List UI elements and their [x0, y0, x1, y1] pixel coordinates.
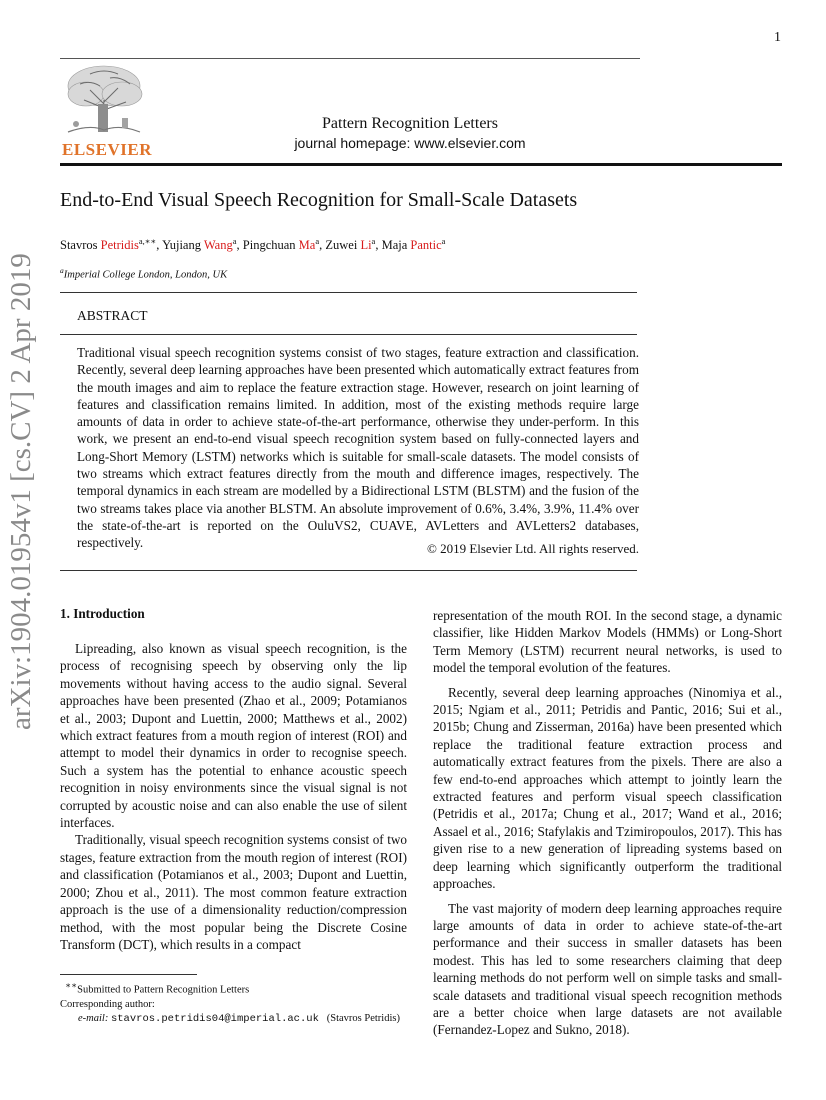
author-5: Maja Pantic$^a$	[381, 236, 446, 253]
header-thick-rule	[60, 163, 782, 166]
paragraph: representation of the mouth ROI. In the second stage, a dynamic classifier, like Hidden Markov Models (HMMs) or Long-Short Term Memory (LSTM) recurrent neural networks, is used to model the temporal evolution of the features.	[433, 608, 782, 676]
tree-logo-icon	[60, 64, 146, 136]
abstract-heading-rule	[60, 334, 637, 335]
abstract-text: Traditional visual speech recognition systems consist of two stages, feature extraction and classification. Recently, several deep learning approaches have been presented which automatically extract features from the mouth images and aim to replace the feature extraction stage. However, research on joint learning of features and classification remains limited. In addition, most of the existing methods require large amounts of data in order to achieve state-of-the-art performance, otherwise they under-perform. In this work, we present an end-to-end visual speech recognition system based on fully-connected layers and Long-Short Memory (LSTM) networks which is suitable for small-scale datasets. The model consists of two streams which extract features directly from the mouth and difference images, respectively. The temporal dynamics in each stream are modelled by a Bidirectional LSTM (BLSTM) and the fusion of the two streams takes place via another BLSTM. An absolute improvement of 0.6%, 3.4%, 3.9%, 11.4% over the state-of-the-art is reported on the OuluVS2, CUAVE, AVLetters and AVLetters2 databases, respectively.	[77, 345, 639, 551]
footnote-corresponding: Corresponding author:	[60, 998, 155, 1010]
top-rule	[60, 58, 640, 59]
abstract-top-rule	[60, 292, 637, 293]
author-3: Pingchuan Ma$^a$,	[242, 236, 326, 253]
author-4: Zuwei Li$^a$,	[325, 236, 382, 253]
page-number: 1	[774, 30, 781, 45]
paragraph: Traditionally, visual speech recognition systems consist of two stages, feature extraction from the mouth region of interest (ROI) and classification (Potamianos et al., 2003; Dupont and Luettin, 2000; Zhou et al., 2011). The most common feature extraction approach is the use of a dimensionality reduction/compression method, with the most popular being the Discrete Cosine Transform (DCT), which results in a compact	[60, 832, 407, 952]
footnote-submitted: ∗∗Submitted to Pattern Recognition Letters	[65, 980, 250, 996]
arxiv-stamp: arXiv:1904.01954v1 [cs.CV] 2 Apr 2019	[5, 253, 37, 730]
copyright-notice: © 2019 Elsevier Ltd. All rights reserved.	[426, 541, 639, 556]
author-list	[60, 236, 445, 253]
journal-name: Pattern Recognition Letters	[322, 115, 498, 132]
paragraph: Recently, several deep learning approaches (Ninomiya et al., 2015; Ngiam et al., 2011; Petridis and Pantic, 2016; Sui et al., 2015b; Chung and Zisserman, 2016a) have been presented which replace the traditional feature extraction process and automatically extract features from the pixels. There are also a few end-to-end approaches which attempt to jointly learn the extracted features and perform visual speech classification (Petridis et al., 2017a; Chung et al., 2017; Wand et al., 2016; Assael et al., 2016; Stafylakis and Tzimiropoulos, 2017). This has given rise to a new generation of lipreading systems based on deep learning which significantly outperform the traditional approaches.	[433, 684, 782, 892]
paragraph: Lipreading, also known as visual speech recognition, is the process of recognising speech by observing only the lip movements without having access to the audio signal. Several approaches have been presented (Zhao et al., 2009; Potamianos et al., 2003; Dupont and Luettin, 2000; Matthews et al., 2002) which extract features from a mouth region of interest (ROI) and attempt to model their dynamics in order to recognise speech. Such a system has the potential to enhance acoustic speech recognition in noisy environments since the visual signal is not corrupted by acoustic noise and can also enable the use of silent interfaces.	[60, 641, 407, 831]
abstract-heading: ABSTRACT	[77, 308, 148, 323]
footnotes	[60, 978, 400, 1026]
elsevier-logo	[60, 64, 152, 160]
paragraph: The vast majority of modern deep learning approaches require large amounts of data in order to achieve state-of-the-art performance and their success in smaller datasets has been modest. This has led to some researchers claiming that deep learning methods do not perform well on simple tasks and small-scale datasets and traditional visual speech recognition methods are a better choice when large datasets are not available (Fernandez-Lopez and Sukno, 2018).	[433, 900, 782, 1038]
author-1: Stavros Petridis$^{a,∗∗}$,	[60, 236, 163, 253]
left-column	[60, 640, 407, 953]
right-column	[433, 607, 782, 1039]
abstract-bottom-rule	[60, 570, 637, 571]
paper-title: End-to-End Visual Speech Recognition for Small-Scale Datasets	[60, 189, 578, 211]
email-address[interactable]: stavros.petridis04@imperial.ac.uk	[110, 1012, 319, 1025]
author-2: Yujiang Wang$^a$,	[162, 236, 243, 253]
journal-homepage: journal homepage: www.elsevier.com	[294, 135, 526, 151]
journal-header	[150, 115, 670, 151]
footnote-email: e-mail: stavros.petridis04@imperial.ac.uk (Stavros Petridis)	[78, 1012, 400, 1025]
affiliation: $^a$Imperial College London, London, UK	[60, 266, 228, 281]
elsevier-wordmark: ELSEVIER	[62, 140, 152, 159]
footnote-rule	[60, 974, 197, 975]
section-heading-introduction: 1. Introduction	[60, 606, 145, 621]
